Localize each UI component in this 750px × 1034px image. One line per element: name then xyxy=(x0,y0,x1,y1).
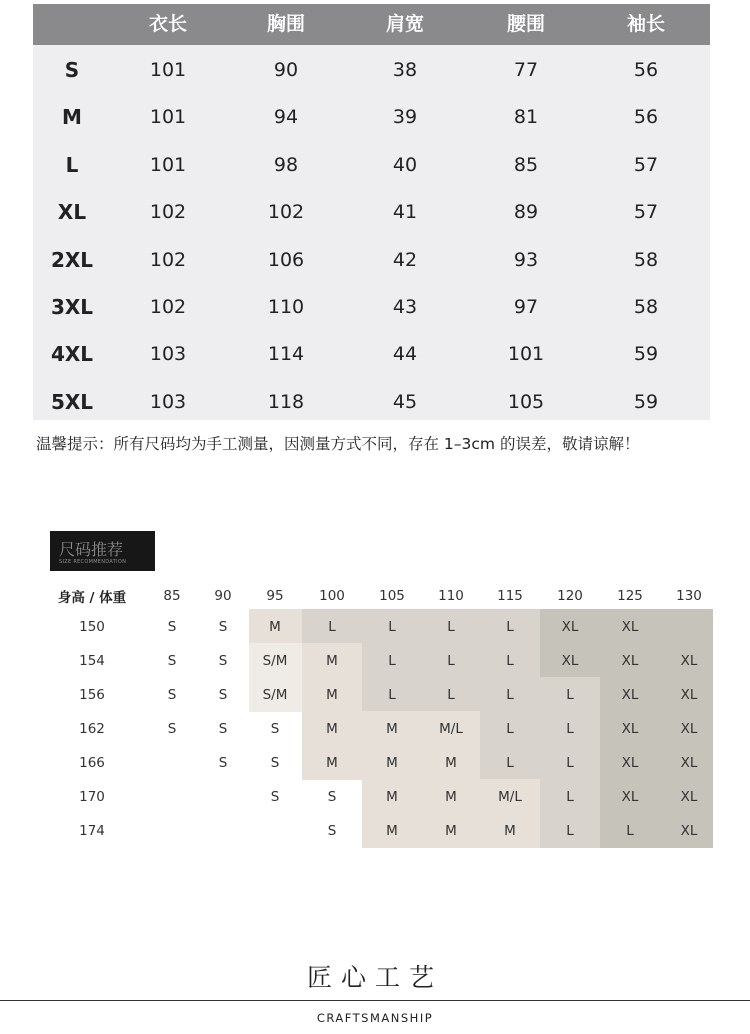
measurement-cell: 38 xyxy=(392,59,418,81)
recommended-size-cell: S xyxy=(218,653,228,669)
measurement-cell: 102 xyxy=(149,248,187,271)
measurement-cell: 41 xyxy=(392,201,418,224)
measurement-cell: 90 xyxy=(273,59,299,81)
measurement-header-cell: 袖长 xyxy=(626,13,666,35)
measurement-cell: 43 xyxy=(392,296,418,318)
measurement-header-cell: 肩宽 xyxy=(385,13,425,35)
recommended-size-cell: L xyxy=(447,653,455,669)
recommended-size-cell: M xyxy=(326,721,338,737)
recommended-size-cell: L xyxy=(447,619,455,635)
measurement-cell: 97 xyxy=(513,296,539,318)
recommended-size-cell: L xyxy=(566,789,574,805)
recommended-size-cell: XL xyxy=(621,789,639,805)
recommended-size-cell: M xyxy=(326,687,338,703)
height-label: 170 xyxy=(79,789,105,805)
recommended-size-cell: XL xyxy=(621,687,639,703)
weight-header: 105 xyxy=(379,588,405,604)
recommended-size-cell: XL xyxy=(680,823,698,839)
size-recommendation-tag xyxy=(50,531,155,571)
measurement-cell: 93 xyxy=(513,248,539,271)
recommended-size-cell: L xyxy=(566,721,574,737)
measurement-cell: 103 xyxy=(149,343,187,366)
weight-header: 100 xyxy=(319,588,345,604)
size-recommendation-subtitle: SIZE RECOMMENDATION xyxy=(59,559,127,565)
recommended-size-cell: L xyxy=(388,653,396,669)
recommended-size-cell: M xyxy=(504,823,516,839)
recommended-size-cell: M xyxy=(326,755,338,771)
measurement-header-cell: 衣长 xyxy=(148,13,188,35)
measurement-cell: 58 xyxy=(633,248,659,271)
recommended-size-cell: XL xyxy=(680,721,698,737)
height-label: 162 xyxy=(79,721,105,737)
recommended-size-cell: L xyxy=(506,687,514,703)
measurement-cell: 101 xyxy=(149,153,187,176)
measurement-note: 温馨提示：所有尺码均为手工测量，因测量方式不同，存在 1–3cm 的误差，敬请谅解！ xyxy=(36,435,640,453)
recommended-size-cell: XL xyxy=(680,789,698,805)
weight-header: 120 xyxy=(557,588,583,604)
recommended-size-cell: M xyxy=(386,755,398,771)
measurement-cell: 102 xyxy=(267,201,305,224)
measurement-size-label: 5XL xyxy=(50,389,94,414)
recommended-size-cell: L xyxy=(506,721,514,737)
recommended-size-cell: XL xyxy=(621,653,639,669)
recommended-size-cell: M xyxy=(386,721,398,737)
height-label: 174 xyxy=(79,823,105,839)
weight-header: 125 xyxy=(617,588,643,604)
size-recommendation-title: 尺码推荐 xyxy=(59,540,124,559)
height-weight-label: 身高 / 体重 xyxy=(57,590,127,606)
recommended-size-cell: S/M xyxy=(262,687,288,703)
measurement-cell: 101 xyxy=(149,106,187,129)
measurement-cell: 101 xyxy=(149,59,187,81)
recommended-size-cell: M xyxy=(326,653,338,669)
recommended-size-cell: M/L xyxy=(439,721,463,737)
recommended-size-cell: L xyxy=(388,687,396,703)
size-cell-shade xyxy=(659,609,713,644)
recommended-size-cell: L xyxy=(626,823,634,839)
recommended-size-cell: S xyxy=(167,653,177,669)
recommended-size-cell: S xyxy=(218,755,228,771)
recommended-size-cell: S xyxy=(218,721,228,737)
recommended-size-cell: XL xyxy=(680,653,698,669)
recommended-size-cell: L xyxy=(447,687,455,703)
recommended-size-cell: S xyxy=(327,823,337,839)
recommended-size-cell: XL xyxy=(621,755,639,771)
measurement-size-label: S xyxy=(64,58,80,82)
measurement-cell: 45 xyxy=(392,390,418,413)
measurement-cell: 56 xyxy=(633,106,659,129)
measurement-cell: 103 xyxy=(149,390,187,413)
measurement-size-label: 3XL xyxy=(50,295,94,319)
measurement-cell: 102 xyxy=(149,201,187,224)
recommended-size-cell: M xyxy=(445,789,457,805)
measurement-cell: 59 xyxy=(633,343,659,366)
recommended-size-cell: M xyxy=(445,823,457,839)
recommended-size-cell: M xyxy=(445,755,457,771)
measurement-cell: 118 xyxy=(267,390,305,413)
weight-header: 85 xyxy=(163,588,181,604)
measurement-cell: 58 xyxy=(633,296,659,318)
recommended-size-cell: S xyxy=(270,789,280,805)
height-label: 154 xyxy=(79,653,105,669)
weight-header: 130 xyxy=(676,588,702,604)
recommended-size-cell: L xyxy=(506,755,514,771)
measurement-cell: 110 xyxy=(267,296,305,318)
measurement-size-label: L xyxy=(65,152,79,177)
measurement-header-row xyxy=(33,4,710,45)
measurement-cell: 57 xyxy=(633,201,659,224)
recommended-size-cell: XL xyxy=(561,619,579,635)
measurement-cell: 102 xyxy=(149,296,187,318)
recommended-size-cell: XL xyxy=(680,687,698,703)
measurement-cell: 114 xyxy=(267,343,305,366)
height-label: 166 xyxy=(79,755,105,771)
measurement-cell: 57 xyxy=(633,153,659,176)
craftsmanship-title: 匠心工艺 xyxy=(306,963,443,992)
measurement-cell: 85 xyxy=(513,153,539,176)
recommended-size-cell: L xyxy=(566,687,574,703)
measurement-cell: 40 xyxy=(392,153,418,176)
height-label: 150 xyxy=(79,619,105,635)
recommended-size-cell: XL xyxy=(680,755,698,771)
measurement-cell: 77 xyxy=(513,59,539,81)
recommended-size-cell: L xyxy=(566,823,574,839)
measurement-size-label: M xyxy=(62,105,82,130)
measurement-cell: 56 xyxy=(633,59,659,81)
recommended-size-cell: L xyxy=(388,619,396,635)
measurement-cell: 44 xyxy=(392,343,418,366)
recommended-size-cell: S xyxy=(270,755,280,771)
measurement-cell: 89 xyxy=(513,201,539,224)
recommended-size-cell: L xyxy=(566,755,574,771)
recommended-size-cell: XL xyxy=(621,721,639,737)
measurement-header-cell: 胸围 xyxy=(266,13,306,35)
recommended-size-cell: XL xyxy=(561,653,579,669)
recommended-size-cell: M xyxy=(386,789,398,805)
recommended-size-cell: S/M xyxy=(262,653,288,669)
measurement-cell: 98 xyxy=(273,153,299,176)
weight-header: 110 xyxy=(438,588,464,604)
measurement-cell: 81 xyxy=(513,106,539,129)
measurement-cell: 42 xyxy=(392,248,418,271)
recommended-size-cell: S xyxy=(218,619,228,635)
recommended-size-cell: L xyxy=(506,653,514,669)
measurement-size-label: 2XL xyxy=(50,247,94,272)
measurement-cell: 94 xyxy=(273,106,299,129)
recommended-size-cell: S xyxy=(327,789,337,805)
recommended-size-cell: S xyxy=(167,687,177,703)
measurement-cell: 101 xyxy=(507,343,545,366)
recommended-size-cell: S xyxy=(270,721,280,737)
recommended-size-cell: M/L xyxy=(498,789,522,805)
measurement-cell: 105 xyxy=(507,390,545,413)
measurement-cell: 59 xyxy=(633,390,659,413)
recommended-size-cell: M xyxy=(386,823,398,839)
recommended-size-cell: L xyxy=(328,619,336,635)
recommended-size-cell: S xyxy=(167,619,177,635)
height-label: 156 xyxy=(79,687,105,703)
recommended-size-cell: L xyxy=(506,619,514,635)
measurement-size-label: 4XL xyxy=(50,342,94,367)
recommended-size-cell: S xyxy=(218,687,228,703)
recommended-size-cell: S xyxy=(167,721,177,737)
recommended-size-cell: M xyxy=(269,619,281,635)
weight-header: 90 xyxy=(214,588,232,604)
measurement-cell: 39 xyxy=(392,106,418,129)
measurement-cell: 106 xyxy=(267,248,305,271)
weight-header: 95 xyxy=(266,588,284,604)
craftsmanship-subtitle: CRAFTSMANSHIP xyxy=(316,1011,434,1025)
recommended-size-cell: XL xyxy=(621,619,639,635)
measurement-size-label: XL xyxy=(57,200,87,225)
measurement-header-cell: 腰围 xyxy=(506,13,546,35)
weight-header: 115 xyxy=(497,588,523,604)
measurement-table xyxy=(33,4,710,420)
craftsmanship-divider xyxy=(0,1000,750,1001)
